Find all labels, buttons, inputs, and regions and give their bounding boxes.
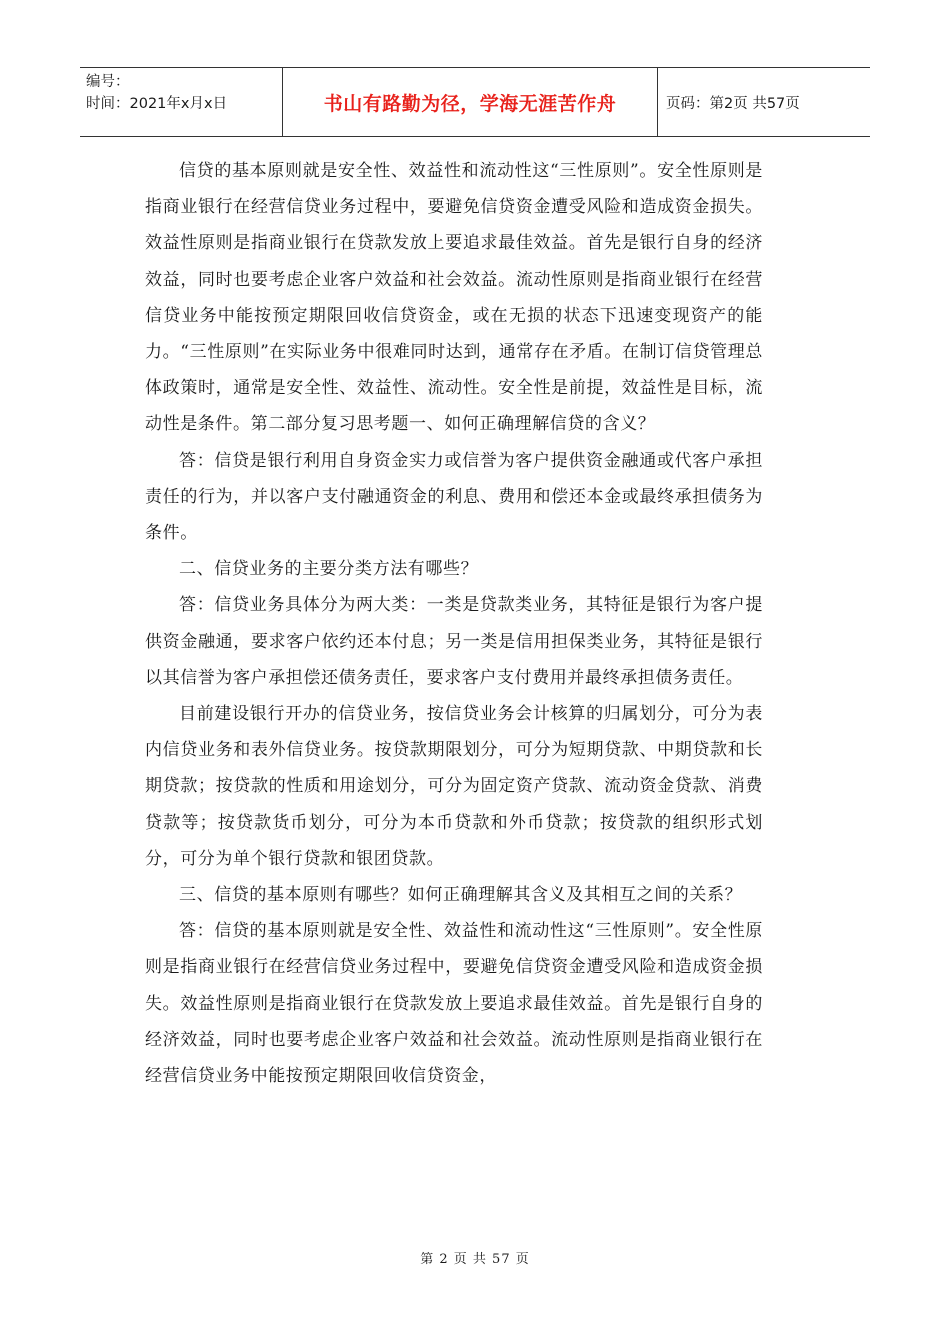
footer-page-number: 第 2 页 共 57 页 <box>420 1252 530 1267</box>
header-meta-cell <box>80 68 283 136</box>
paragraph: 答：信贷的基本原则就是安全性、效益性和流动性这“三性原则”。安全性原则是指商业银行在经营信贷业务过程中，要避免信贷资金遭受风险和造成资金损失。效益性原则是指商业银行在贷款发放上要追求最佳效益。首先是银行自身的经济效益，同时也要考虑企业客户效益和社会效益。流动性原则是指商业银行在经营信贷业务中能按预定期限回收信贷资金， <box>145 921 763 1087</box>
header-page-cell <box>658 68 870 136</box>
paragraph: 答：信贷是银行利用自身资金实力或信誉为客户提供资金融通或代客户承担责任的行为，并以客户支付融通资金的利息、费用和偿还本金或最终承担债务为条件。 <box>145 450 763 544</box>
header-page-number: 页码：第2页 共57页 <box>666 95 800 112</box>
paragraph: 信贷的基本原则就是安全性、效益性和流动性这“三性原则”。安全性原则是指商业银行在经营信贷业务过程中，要避免信贷资金遭受风险和造成资金损失。效益性原则是指商业银行在贷款发放上要追求最佳效益。首先是银行自身的经济效益，同时也要考虑企业客户效益和社会效益。流动性原则是指商业银行在经营信贷业务中能按预定期限回收信贷资金，或在无损的状态下迅速变现资产的能力。“三性原则”在实际业务中很难同时达到，通常存在矛盾。在制订信贷管理总体政策时，通常是安全性、效益性、流动性。安全性是前提，效益性是目标，流动性是条件。第二部分复习思考题一、如何正确理解信贷的含义？ <box>145 161 763 435</box>
paragraph: 二、信贷业务的主要分类方法有哪些？ <box>179 559 479 580</box>
paragraph: 三、信贷的基本原则有哪些？如何正确理解其含义及其相互之间的关系？ <box>179 885 743 906</box>
document-body <box>145 153 763 1094</box>
header-slogan-cell <box>283 68 658 136</box>
page-header <box>80 67 870 137</box>
document-date-label: 时间：2021年x月x日 <box>86 96 228 112</box>
header-slogan: 书山有路勤为径，学海无涯苦作舟 <box>323 92 617 115</box>
paragraph: 答：信贷业务具体分为两大类：一类是贷款类业务，其特征是银行为客户提供资金融通，要求客户依约还本付息；另一类是信用担保类业务，其特征是银行以其信誉为客户承担偿还债务责任，要求客户支付费用并最终承担债务责任。 <box>145 595 763 688</box>
paragraph: 目前建设银行开办的信贷业务，按信贷业务会计核算的归属划分，可分为表内信贷业务和表外信贷业务。按贷款期限划分，可分为短期贷款、中期贷款和长期贷款；按贷款的性质和用途划分，可分为固定资产贷款、流动资金贷款、消费贷款等；按贷款货币划分，可分为本币贷款和外币贷款；按贷款的组织形式划分，可分为单个银行贷款和银团贷款。 <box>145 704 763 869</box>
document-number-label: 编号： <box>86 74 130 90</box>
page-footer <box>0 1248 950 1267</box>
